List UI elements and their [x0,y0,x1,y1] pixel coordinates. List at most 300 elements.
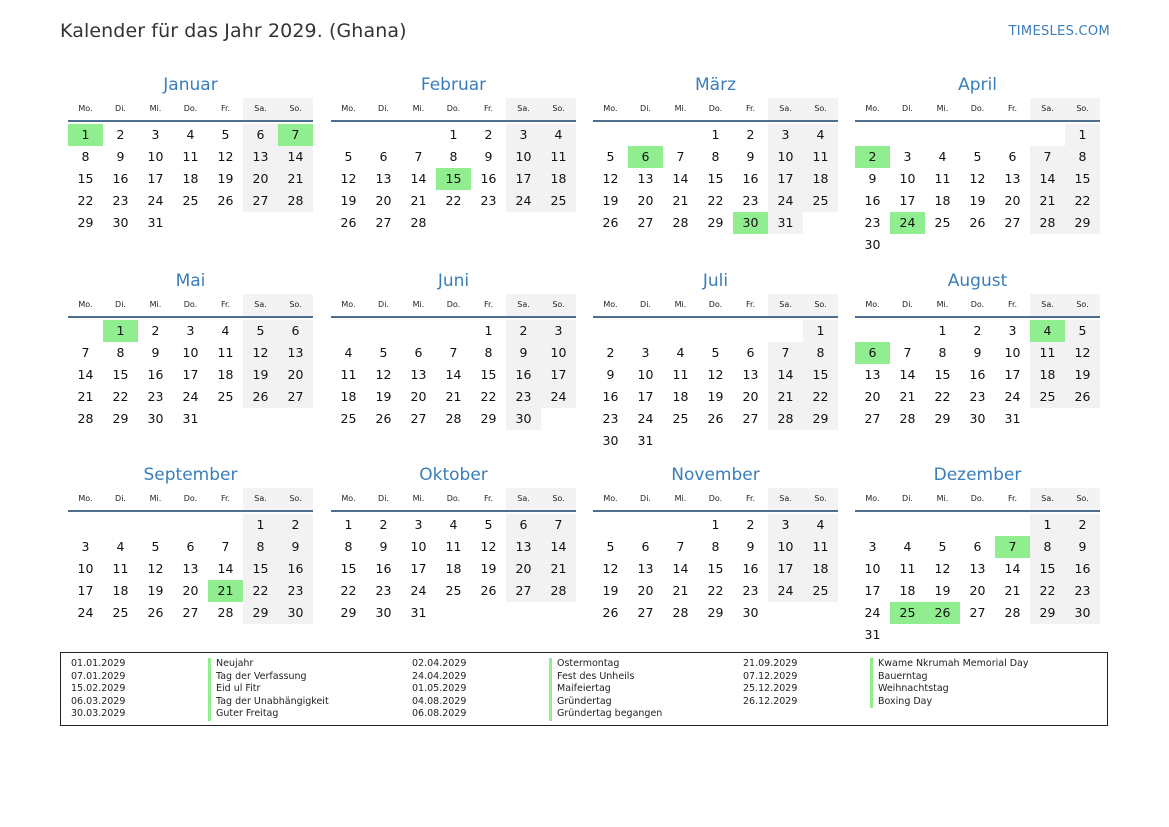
holiday-day-cell: 25 [890,602,925,624]
day-cell: 31 [1004,411,1021,426]
weekday-label: Sa. [243,98,278,120]
day-cell: 21 [899,389,916,404]
day-cell: 20 [278,364,313,386]
day-cell: 20 [182,583,199,598]
day-cell: 9 [606,367,615,382]
day-cell: 7 [541,514,576,536]
empty-cell [593,320,628,342]
day-cell: 11 [217,345,234,360]
day-cell: 15 [480,367,497,382]
day-cell: 12 [340,171,357,186]
day-cell: 13 [969,561,986,576]
day-cell: 20 [506,558,541,580]
day-cell: 19 [340,193,357,208]
day-grid [593,320,838,452]
day-cell: 8 [116,345,125,360]
day-cell: 22 [243,580,278,602]
day-cell: 27 [637,215,654,230]
day-cell: 29 [480,411,497,426]
weekday-label: Mi. [936,494,949,503]
day-cell: 24 [147,193,164,208]
weekday-header [68,294,313,318]
weekday-header [855,294,1100,318]
weekday-label: Do. [708,494,723,503]
day-cell: 11 [899,561,916,576]
weekday-label: Sa. [1030,488,1065,510]
day-cell: 9 [278,536,313,558]
day-cell: 13 [637,171,654,186]
day-cell: 20 [243,168,278,190]
weekday-label: Mi. [149,104,162,113]
day-cell: 10 [182,345,199,360]
day-cell: 26 [969,215,986,230]
holiday-day-cell: 26 [925,602,960,624]
day-cell: 22 [707,193,724,208]
empty-cell [628,124,663,146]
day-cell: 1 [711,127,720,142]
day-cell: 23 [742,193,759,208]
legend-dates-1 [71,658,125,721]
day-cell: 2 [606,345,615,360]
day-cell: 19 [147,583,164,598]
day-cell: 30 [375,605,392,620]
day-cell: 14 [445,367,462,382]
legend-date: 01.01.2029 [71,658,126,669]
day-cell: 5 [243,320,278,342]
weekday-label: So. [803,294,838,316]
weekday-label: So. [541,98,576,120]
day-cell: 15 [243,558,278,580]
day-cell: 26 [602,215,619,230]
day-cell: 19 [602,583,619,598]
day-cell: 17 [506,168,541,190]
day-cell: 14 [1004,561,1021,576]
day-cell: 22 [112,389,129,404]
day-cell: 6 [746,345,755,360]
empty-cell [331,320,366,342]
day-cell: 18 [672,389,689,404]
weekday-header [593,488,838,512]
day-cell: 7 [221,539,230,554]
weekday-label: Mo. [78,494,93,503]
day-cell: 16 [742,561,759,576]
day-cell: 24 [768,580,803,602]
day-cell: 9 [151,345,160,360]
day-cell: 8 [938,345,947,360]
day-cell: 1 [243,514,278,536]
day-cell: 14 [77,367,94,382]
legend-date: 24.04.2029 [412,670,467,682]
day-grid [68,124,313,234]
day-cell: 30 [147,411,164,426]
day-cell: 24 [541,386,576,408]
day-cell: 6 [379,149,388,164]
weekday-header [855,488,1100,512]
weekday-label: Mo. [865,494,880,503]
day-cell: 22 [934,389,951,404]
day-cell: 30 [969,411,986,426]
weekday-label: Di. [640,300,651,309]
day-cell: 18 [182,171,199,186]
empty-cell [855,514,890,536]
day-cell: 20 [969,583,986,598]
day-cell: 31 [864,627,881,642]
day-cell: 20 [375,193,392,208]
day-cell: 5 [221,127,230,142]
day-cell: 13 [864,367,881,382]
day-cell: 7 [81,345,90,360]
day-cell: 29 [112,411,129,426]
day-cell: 28 [899,411,916,426]
legend-date: 30.03.2029 [71,708,126,720]
day-cell: 1 [938,323,947,338]
empty-cell [208,514,243,536]
legend-date: 26.12.2029 [743,695,798,707]
day-cell: 21 [1004,583,1021,598]
weekday-label: Mi. [674,104,687,113]
day-cell: 25 [340,411,357,426]
empty-cell [366,320,401,342]
weekday-label: Sa. [768,294,803,316]
day-cell: 23 [602,411,619,426]
day-cell: 29 [77,215,94,230]
day-cell: 21 [768,386,803,408]
day-cell: 27 [243,190,278,212]
day-cell: 3 [768,124,803,146]
day-cell: 22 [340,583,357,598]
day-cell: 17 [864,583,881,598]
day-cell: 3 [541,320,576,342]
weekday-label: Mo. [341,104,356,113]
day-cell: 8 [484,345,493,360]
day-cell: 24 [1004,389,1021,404]
day-cell: 12 [707,367,724,382]
legend-holiday-name: Gründertag [557,695,612,707]
day-cell: 31 [637,433,654,448]
day-cell: 3 [768,514,803,536]
empty-cell [628,514,663,536]
legend-holiday-name: Kwame Nkrumah Memorial Day [878,658,1029,669]
day-cell: 12 [480,539,497,554]
day-cell: 15 [1030,558,1065,580]
day-cell: 26 [147,605,164,620]
day-cell: 16 [864,193,881,208]
day-cell: 20 [864,389,881,404]
day-cell: 31 [182,411,199,426]
empty-cell [960,514,995,536]
legend-date: 06.08.2029 [412,708,467,720]
weekday-label: Do. [446,494,461,503]
weekday-label: Do. [970,494,985,503]
month-title: Oktober [419,465,488,485]
day-cell: 15 [707,171,724,186]
weekday-label: Di. [378,494,389,503]
day-cell: 11 [541,146,576,168]
day-cell: 30 [278,602,313,624]
day-cell: 12 [934,561,951,576]
weekday-label: Mo. [865,104,880,113]
day-cell: 1 [1065,124,1100,146]
day-cell: 15 [77,171,94,186]
day-cell: 12 [243,342,278,364]
day-cell: 6 [641,539,650,554]
day-cell: 10 [768,146,803,168]
weekday-label: Di. [378,104,389,113]
day-cell: 11 [672,367,689,382]
day-cell: 20 [1004,193,1021,208]
weekday-label: So. [278,488,313,510]
day-cell: 9 [746,149,755,164]
weekday-label: Sa. [768,98,803,120]
day-cell: 16 [112,171,129,186]
day-cell: 18 [934,193,951,208]
day-cell: 24 [506,190,541,212]
empty-cell [68,514,103,536]
month-oktober [331,462,576,624]
day-cell: 2 [746,127,755,142]
day-cell: 2 [973,323,982,338]
day-cell: 28 [672,215,689,230]
weekday-label: Mi. [412,300,425,309]
legend-date: 02.04.2029 [412,658,467,669]
day-cell: 5 [711,345,720,360]
day-cell: 14 [217,561,234,576]
weekday-header [593,294,838,318]
day-cell: 7 [676,539,685,554]
weekday-label: Do. [708,300,723,309]
legend-date: 04.08.2029 [412,695,467,707]
day-cell: 20 [742,389,759,404]
day-cell: 13 [637,561,654,576]
day-cell: 21 [672,583,689,598]
day-cell: 2 [116,127,125,142]
holiday-day-cell: 15 [436,168,471,190]
empty-cell [593,514,628,536]
day-cell: 5 [938,539,947,554]
holiday-day-cell: 4 [1030,320,1065,342]
day-cell: 20 [410,389,427,404]
weekday-label: So. [278,294,313,316]
weekday-header [855,98,1100,122]
legend-names-2 [549,658,662,721]
day-cell: 30 [1065,602,1100,624]
weekday-label: So. [1065,488,1100,510]
month-dezember [855,462,1100,646]
day-cell: 30 [742,605,759,620]
weekday-label: Fr. [483,300,494,309]
weekday-label: Sa. [506,488,541,510]
day-cell: 25 [803,190,838,212]
weekday-label: Mi. [412,104,425,113]
month-februar [331,72,576,234]
weekday-label: Fr. [1007,104,1018,113]
day-cell: 12 [147,561,164,576]
empty-cell [366,124,401,146]
day-cell: 22 [1065,190,1100,212]
day-cell: 23 [969,389,986,404]
day-cell: 10 [899,171,916,186]
weekday-label: Fr. [1007,300,1018,309]
month-mai [68,268,313,430]
day-cell: 5 [379,345,388,360]
month-januar [68,72,313,234]
month-title: Mai [175,271,206,291]
legend-date: 01.05.2029 [412,683,467,695]
day-cell: 9 [484,149,493,164]
day-grid [855,320,1100,430]
weekday-label: Sa. [506,98,541,120]
day-cell: 15 [1065,168,1100,190]
month-juli [593,268,838,452]
day-cell: 5 [606,539,615,554]
day-cell: 27 [1004,215,1021,230]
day-cell: 11 [934,171,951,186]
day-cell: 15 [707,561,724,576]
weekday-label: Fr. [220,300,231,309]
day-cell: 27 [969,605,986,620]
day-cell: 17 [182,367,199,382]
day-cell: 15 [340,561,357,576]
legend-date: 06.03.2029 [71,695,126,707]
day-cell: 29 [1030,602,1065,624]
day-cell: 14 [410,171,427,186]
day-cell: 1 [449,127,458,142]
weekday-label: Mo. [341,300,356,309]
day-cell: 16 [147,367,164,382]
day-cell: 10 [864,561,881,576]
weekday-label: So. [803,98,838,120]
month-title: Januar [163,75,218,95]
day-cell: 23 [480,193,497,208]
weekday-label: Fr. [220,494,231,503]
day-cell: 16 [375,561,392,576]
day-cell: 29 [1065,212,1100,234]
day-cell: 10 [410,539,427,554]
day-cell: 17 [899,193,916,208]
day-cell: 29 [803,408,838,430]
day-cell: 11 [445,539,462,554]
weekday-label: So. [803,488,838,510]
day-cell: 18 [217,367,234,382]
weekday-label: Mi. [149,494,162,503]
day-cell: 26 [340,215,357,230]
site-link[interactable]: TIMESLES.COM [1008,24,1110,39]
weekday-label: Di. [902,494,913,503]
day-cell: 22 [445,193,462,208]
day-cell: 14 [672,561,689,576]
day-cell: 4 [344,345,353,360]
day-cell: 29 [707,605,724,620]
day-cell: 19 [969,193,986,208]
day-cell: 2 [1065,514,1100,536]
day-cell: 21 [541,558,576,580]
day-cell: 9 [379,539,388,554]
day-cell: 24 [77,605,94,620]
legend-holiday-name: Neujahr [216,658,254,669]
day-cell: 17 [410,561,427,576]
legend-holiday-name: Tag der Unabhängigkeit [216,695,329,707]
month-title: März [695,75,736,95]
weekday-label: Fr. [745,300,756,309]
empty-cell [768,320,803,342]
day-cell: 26 [480,583,497,598]
empty-cell [698,320,733,342]
day-cell: 8 [711,149,720,164]
day-cell: 12 [602,171,619,186]
day-cell: 15 [803,364,838,386]
day-cell: 7 [414,149,423,164]
weekday-header [593,98,838,122]
day-cell: 13 [506,536,541,558]
day-cell: 8 [711,539,720,554]
day-cell: 8 [803,342,838,364]
legend-holiday-name: Bauerntag [878,670,928,682]
day-cell: 8 [1065,146,1100,168]
legend-names-3 [870,658,1028,708]
day-cell: 31 [147,215,164,230]
empty-cell [68,320,103,342]
day-cell: 21 [278,168,313,190]
day-cell: 18 [112,583,129,598]
empty-cell [925,124,960,146]
day-cell: 4 [676,345,685,360]
day-cell: 28 [77,411,94,426]
page-title: Kalender für das Jahr 2029. (Ghana) [60,20,407,42]
day-cell: 23 [742,583,759,598]
day-cell: 10 [77,561,94,576]
day-cell: 13 [243,146,278,168]
day-cell: 1 [344,517,353,532]
day-cell: 29 [340,605,357,620]
day-cell: 8 [243,536,278,558]
day-cell: 2 [484,127,493,142]
day-cell: 16 [480,171,497,186]
day-cell: 27 [742,411,759,426]
day-cell: 2 [278,514,313,536]
day-cell: 2 [506,320,541,342]
day-cell: 28 [1004,605,1021,620]
month-title: April [958,75,997,95]
day-cell: 10 [637,367,654,382]
day-cell: 25 [217,389,234,404]
day-cell: 10 [506,146,541,168]
holiday-day-cell: 7 [995,536,1030,558]
legend-holiday-name: Boxing Day [878,695,933,707]
day-cell: 3 [81,539,90,554]
weekday-label: So. [541,294,576,316]
weekday-header [331,98,576,122]
holiday-day-cell: 6 [855,342,890,364]
weekday-header [331,488,576,512]
day-cell: 10 [1004,345,1021,360]
day-cell: 14 [899,367,916,382]
day-cell: 19 [707,389,724,404]
day-cell: 15 [112,367,129,382]
legend-dates-2 [412,658,466,721]
day-cell: 30 [112,215,129,230]
month-august [855,268,1100,430]
weekday-label: Di. [902,300,913,309]
day-cell: 4 [116,539,125,554]
month-title: September [143,465,238,485]
empty-cell [960,124,995,146]
month-juni [331,268,576,430]
day-cell: 4 [541,124,576,146]
day-cell: 30 [506,408,541,430]
month-title: Juli [702,271,729,291]
day-cell: 11 [803,536,838,558]
weekday-label: Mo. [603,494,618,503]
